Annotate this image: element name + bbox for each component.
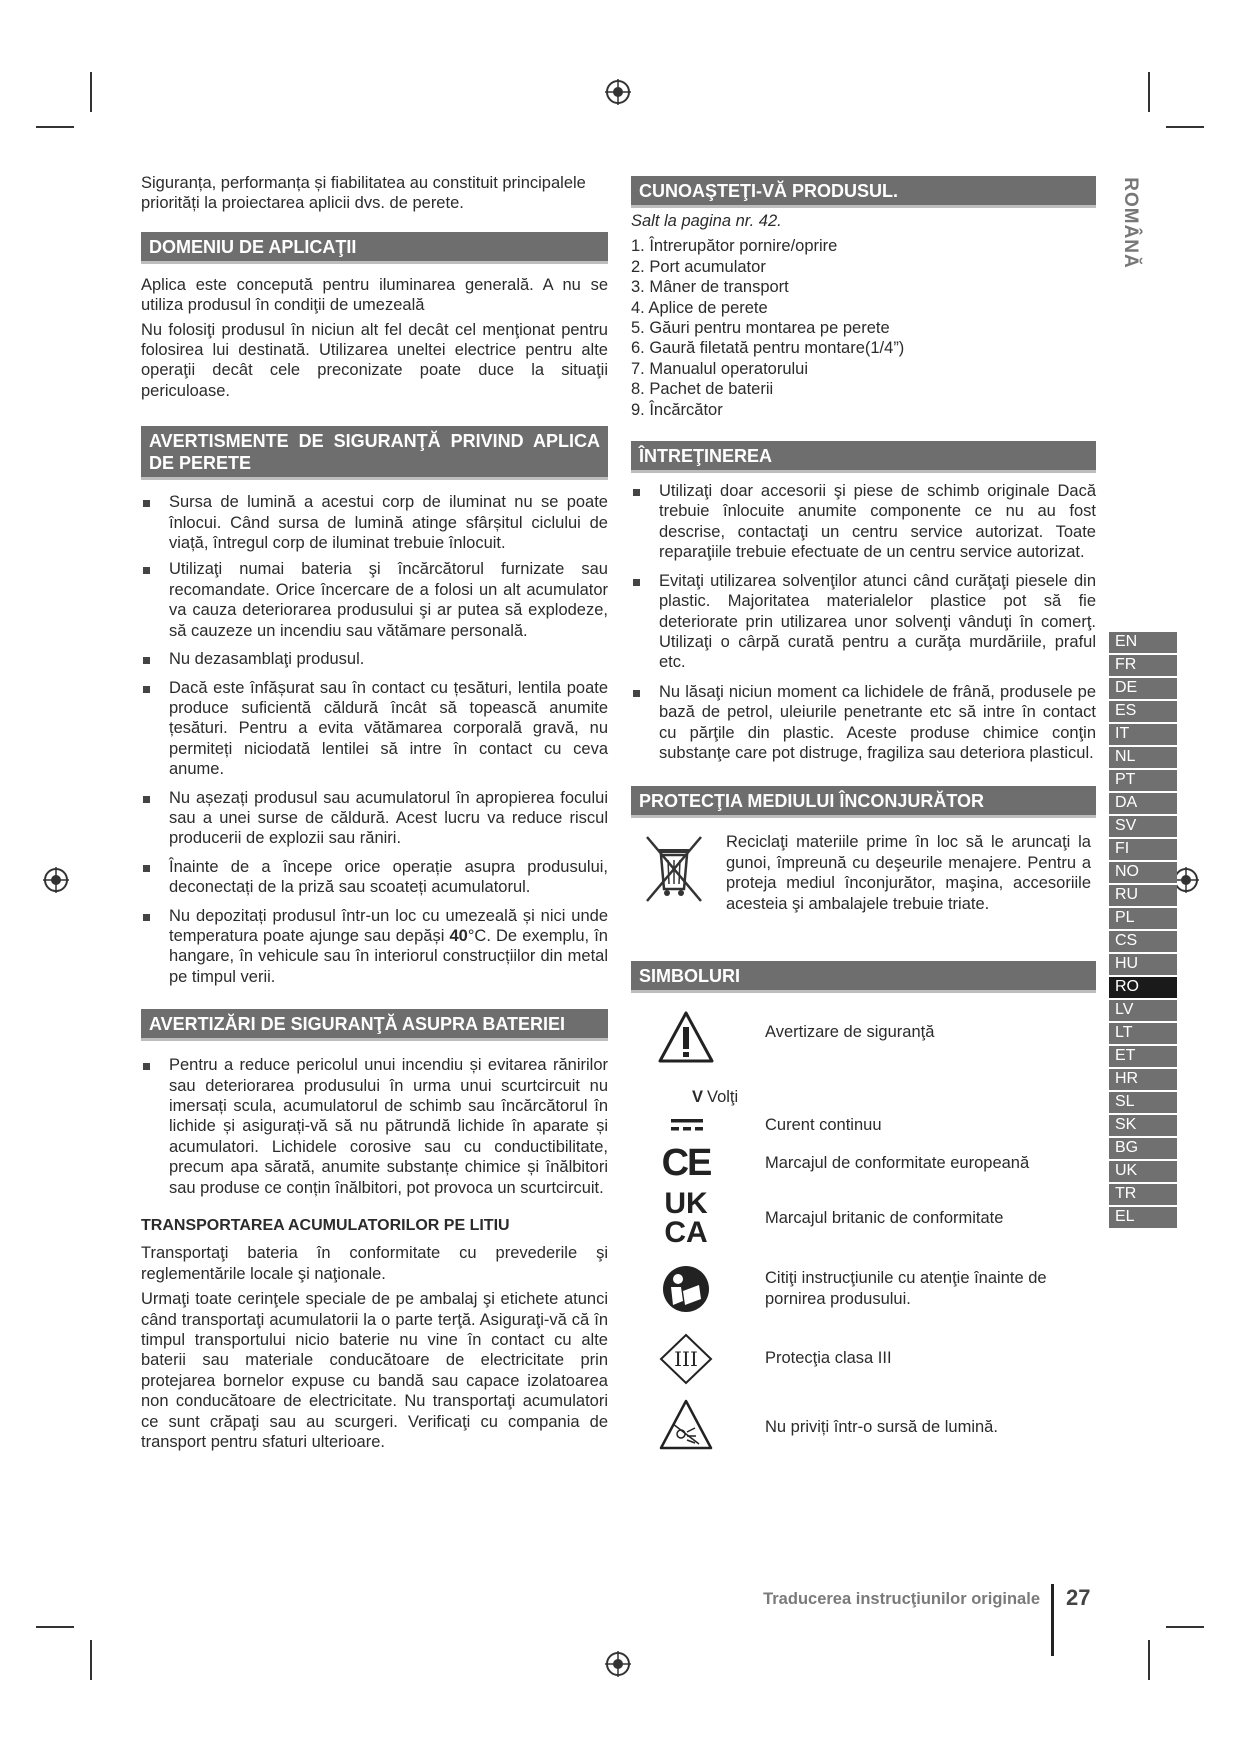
ce-mark-icon: CE — [661, 1142, 711, 1185]
symbol-row — [631, 1265, 1101, 1315]
language-tab-ro[interactable]: RO — [1109, 975, 1177, 998]
list-item: 5. Găuri pentru montarea pe perete — [631, 319, 890, 338]
crop-mark — [90, 72, 92, 112]
do-not-stare-icon — [631, 1398, 741, 1452]
crop-mark — [36, 126, 74, 128]
language-tab-es[interactable]: ES — [1109, 699, 1177, 722]
list-item: 7. Manualul operatorului — [631, 359, 809, 378]
symbol-description: Protecţia clasa III — [765, 1349, 892, 1368]
language-tab-da[interactable]: DA — [1109, 791, 1177, 814]
list-item: 1. Întrerupător pornire/oprire — [631, 237, 838, 256]
crop-mark — [90, 1640, 92, 1680]
symbol-row — [631, 1398, 1101, 1454]
language-tab-sl[interactable]: SL — [1109, 1090, 1177, 1113]
section-header-avertizari-baterie: AVERTIZĂRI DE SIGURANŢĂ ASUPRA BATERIEI — [141, 1009, 608, 1041]
domeniu-paragraph-1: Aplica este concepută pentru iluminarea generală. A nu se utiliza produsul în condiţii de umezeală — [141, 275, 608, 315]
cunoasteti-subtitle: Salt la pagina nr. 42. — [631, 212, 782, 230]
warning-triangle-icon — [631, 1009, 741, 1065]
domeniu-paragraph-2: Nu folosiţi produsul în niciun alt fel decât cel menţionat pentru folosirea lui destinată. Utilizarea uneltei electrice pentru alte operaţii decât cele preconizate poate duce la situaţii periculoase. — [141, 320, 608, 400]
page-number: 27 — [1066, 1585, 1091, 1610]
list-item: 3. Mâner de transport — [631, 278, 789, 297]
language-tab-cs[interactable]: CS — [1109, 929, 1177, 952]
weee-crossed-bin-icon — [643, 833, 705, 905]
language-tab-fr[interactable]: FR — [1109, 653, 1177, 676]
language-tab-tr[interactable]: TR — [1109, 1182, 1177, 1205]
volts-label: V — [692, 1088, 704, 1107]
crop-mark — [1148, 1640, 1150, 1680]
list-item: Pentru a reduce pericolul unui incendiu și evitarea rănirilor sau deteriorarea produsului în urma unui scurtcircuit nu imersați scula, acumulatorul de schimb sau încărcătorul în lichide și asigurați-vă să nu pătrundă lichide în aparate și acumulatori. Lichidele corosive sau cu conductibilitate, precum apa sărată, anumite substanțe chimice și înălbitori sau produse ce conțin înălbitori, pot provoca un scurtcircuit. — [141, 1055, 608, 1198]
list-item: Dacă este înfășurat sau în contact cu țesături, lentila poate produce suficientă căldură încât să topească anumite țesături. Pentru a evita vătămarea corporală gravă, nu permiteți niciodată lentilei să intre în contact cu ceva anume. — [141, 678, 608, 780]
language-tab-sv[interactable]: SV — [1109, 814, 1177, 837]
language-tab-lv[interactable]: LV — [1109, 998, 1177, 1021]
symbol-row — [631, 1112, 1101, 1142]
list-item: Nu dezasamblaţi produsul. — [141, 649, 608, 669]
ukca-mark-icon: UK CA — [664, 1187, 708, 1250]
section-header-domeniu: DOMENIU DE APLICAŢII — [141, 232, 608, 264]
left-column — [141, 173, 608, 1453]
language-tab-lt[interactable]: LT — [1109, 1021, 1177, 1044]
symbol-description: Marcajul de conformitate europeană — [765, 1154, 1030, 1173]
registration-mark-icon — [43, 867, 69, 893]
list-item: 2. Port acumulator — [631, 257, 766, 276]
language-tab-ru[interactable]: RU — [1109, 883, 1177, 906]
crop-mark — [36, 1626, 74, 1628]
language-tab-pt[interactable]: PT — [1109, 768, 1177, 791]
language-tab-sk[interactable]: SK — [1109, 1113, 1177, 1136]
registration-mark-icon — [605, 79, 631, 105]
list-item: Utilizaţi numai bateria şi încărcătorul furnizate sau recomandate. Orice încercare de a folosi un alt acumulator va cauza deteriorarea produsului şi ar putea să explodeze, să cauzeze un incendiu sau vătămare personală. — [141, 559, 608, 641]
temperature-value: 40 — [449, 926, 468, 945]
parts-list — [631, 236, 1096, 420]
language-tab-de[interactable]: DE — [1109, 676, 1177, 699]
symbol-row — [631, 1009, 1101, 1069]
direct-current-icon — [631, 1116, 741, 1134]
storage-warning-example: De exemplu, în hangare, în vehicule sau în interiorul construcțiilor din metal pe timpul verii. — [169, 926, 608, 986]
list-item: 9. Încărcător — [631, 400, 723, 419]
language-tab-en[interactable]: EN — [1109, 630, 1177, 653]
protectia-block — [631, 833, 1096, 941]
footer-divider — [1051, 1584, 1054, 1656]
list-item: 8. Pachet de baterii — [631, 380, 774, 399]
list-item — [141, 906, 608, 988]
protectia-paragraph: Reciclaţi materiile prime în loc să le aruncaţi la gunoi, împreună cu deşeurile menajere. Pentru a proteja mediul înconjurător, maşina, accesoriile acesteia şi ambalajele trebuie triate. — [726, 833, 1091, 913]
right-column — [631, 176, 1096, 1463]
list-item: Nu lăsaţi niciun moment ca lichidele de frână, produsele pe bază de petrol, uleiurile penetrante etc să intre în contact cu părţile din plastic. Aceste produse chimice conţin substanţe care pot distruge, fragiliza sau deteriora plasticul. — [631, 682, 1096, 764]
list-item: 4. Aplice de perete — [631, 298, 768, 317]
language-tab-hu[interactable]: HU — [1109, 952, 1177, 975]
list-item: Nu așezați produsul sau acumulatorul în apropierea focului sau a unei surse de căldură. Acest lucru va reduce riscul producerii de explozii sau răniri. — [141, 788, 608, 849]
section-header-intretinerea: ÎNTREŢINEREA — [631, 441, 1096, 473]
symbol-description: Volţi — [707, 1088, 739, 1107]
protection-class-iii-icon — [631, 1333, 741, 1385]
list-item: 6. Gaură filetată pentru montare(1/4”) — [631, 339, 905, 358]
crop-mark — [1148, 72, 1150, 112]
transport-paragraph-2: Urmaţi toate cerinţele speciale de pe ambalaj şi etichete atunci când transportaţi acumulatorii la o parte terţă. Asiguraţi-vă că în timpul transportului nicio baterie nu vine în contact cu alte baterii sau materiale conducătoare de electricitate prin protejarea bornelor expuse cu bandă sau capace izolatoarea non conducătoare de electricitate. Nu transportaţi acumulatori ce sunt crăpaţi sau au scurgeri. Verificaţi cu compania de transport pentru sfaturi ulterioare. — [141, 1290, 608, 1452]
language-tab-bg[interactable]: BG — [1109, 1136, 1177, 1159]
footer-text: Traducerea instrucţiunilor originale — [763, 1590, 1040, 1608]
symbol-description: Avertizare de siguranţă — [765, 1023, 935, 1042]
language-tab-et[interactable]: ET — [1109, 1044, 1177, 1067]
section-header-avertismente: AVERTISMENTE DE SIGURANŢĂ PRIVIND APLICA DE PERETE — [141, 426, 608, 480]
list-item: Evitaţi utilizarea solvenţilor atunci când curăţaţi piesele din plastic. Majoritatea materialelor plastice pot să fie deteriorate prin utilizarea unor solvenţi vânduţi în comerţ. Utilizaţi o cârpă curată pentru a curăţa murdăriile, praful etc. — [631, 571, 1096, 673]
intro-paragraph: Siguranța, performanța și fiabilitatea au constituit principalele priorități la proiectarea aplicii dvs. de perete. — [141, 174, 586, 213]
baterie-list — [141, 1055, 608, 1198]
symbol-row — [631, 1333, 1101, 1387]
language-tab-it[interactable]: IT — [1109, 722, 1177, 745]
read-manual-icon — [631, 1265, 741, 1313]
symbol-row — [631, 1143, 1101, 1183]
section-header-protectia: PROTECŢIA MEDIULUI ÎNCONJURĂTOR — [631, 786, 1096, 818]
list-item: Înainte de a începe orice operație asupra produsului, deconectați de la priză sau scoateți acumulatorul. — [141, 857, 608, 898]
language-tab-fi[interactable]: FI — [1109, 837, 1177, 860]
intretinerea-list — [631, 481, 1096, 763]
storage-warning-text: Nu depozitați produsul într-un loc cu umezeală și nici unde temperatura poate ajunge sau depăși — [169, 906, 608, 945]
symbol-row — [631, 1087, 1101, 1109]
temperature-unit: °C. — [467, 926, 491, 945]
symbol-description: Curent continuu — [765, 1116, 882, 1135]
section-header-simboluri: SIMBOLURI — [631, 961, 1096, 993]
registration-mark-icon — [605, 1651, 631, 1677]
symbol-description: Marcajul britanic de conformitate — [765, 1209, 1004, 1228]
symbol-description: Nu priviți într-o sursă de lumină. — [765, 1418, 998, 1437]
transport-subtitle: TRANSPORTAREA ACUMULATORILOR PE LITIU — [141, 1217, 510, 1235]
section-header-cunoasteti: CUNOAŞTEŢI-VĂ PRODUSUL. — [631, 176, 1096, 208]
side-language-label: ROMÂNĂ — [1120, 177, 1141, 269]
crop-mark — [1166, 126, 1204, 128]
symbol-row — [631, 1189, 1101, 1253]
language-tab-pl[interactable]: PL — [1109, 906, 1177, 929]
crop-mark — [1166, 1626, 1204, 1628]
avertismente-list — [141, 492, 608, 987]
language-tab-uk[interactable]: UK — [1109, 1159, 1177, 1182]
list-item: Utilizaţi doar accesorii şi piese de schimb originale Dacă trebuie înlocuite anumite componente ce nu au fost descrise, contactaţi un centru service autorizat. Toate reparaţiile trebuie efectuate de un centru service autorizat. — [631, 481, 1096, 563]
language-tab-hr[interactable]: HR — [1109, 1067, 1177, 1090]
symbols-table — [631, 993, 1096, 1463]
list-item: Sursa de lumină a acestui corp de iluminat nu se poate înlocui. Când sursa de lumină atinge sfârșitul ciclului de viață, întregul corp de iluminat trebuie înlocuit. — [141, 492, 608, 553]
language-tab-nl[interactable]: NL — [1109, 745, 1177, 768]
language-tab-el[interactable]: EL — [1109, 1205, 1177, 1228]
svg-text:III: III — [674, 1347, 698, 1372]
symbol-description: Citiţi instrucţiunile cu atenţie înainte de pornirea produsului. — [765, 1269, 1047, 1308]
transport-paragraph-1: Transportaţi bateria în conformitate cu prevederile şi reglementările locale şi naţionale. — [141, 1244, 608, 1283]
language-tab-no[interactable]: NO — [1109, 860, 1177, 883]
